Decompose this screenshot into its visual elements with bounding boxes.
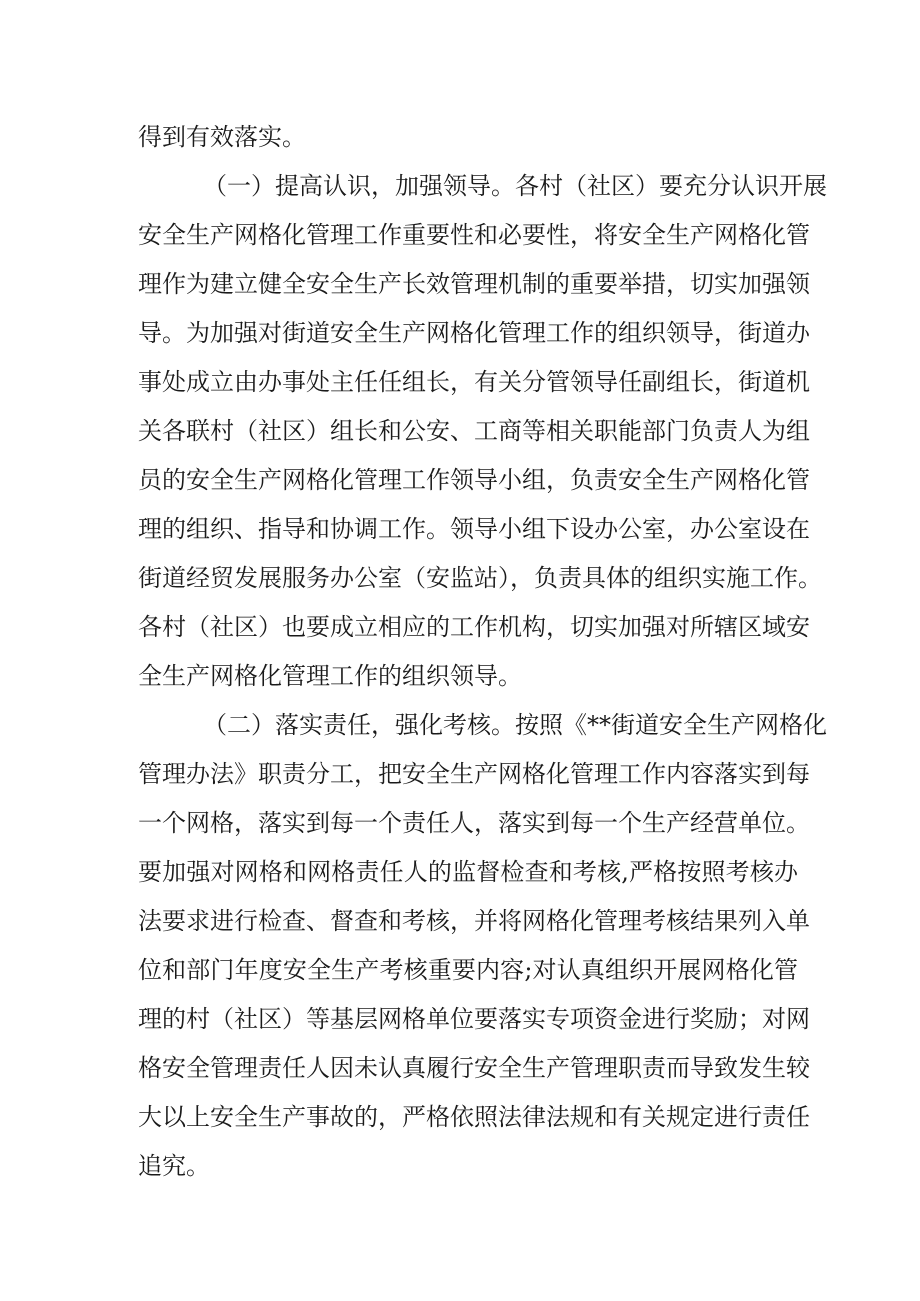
text-line: 追究。 [138, 1152, 210, 1180]
text-line: 理的组织、指导和协调工作。领导小组下设办公室，办公室设在 [138, 515, 810, 543]
text-line: 一个网格，落实到每一个责任人，落实到每一个生产经营单位。 [138, 809, 810, 837]
text-line: 事处成立由办事处主任任组长，有关分管领导任副组长，街道机 [138, 368, 810, 396]
text-line: 关各联村（社区）组长和公安、工商等相关职能部门负责人为组 [138, 417, 810, 445]
text-line: 安全生产网格化管理工作重要性和必要性，将安全生产网格化管 [138, 221, 810, 249]
text-line: 全生产网格化管理工作的组织领导。 [138, 662, 522, 690]
text-line: 理的村（社区）等基层网格单位要落实专项资金进行奖励；对网 [138, 1005, 810, 1033]
text-line: 各村（社区）也要成立相应的工作机构，切实加强对所辖区域安 [138, 613, 810, 641]
text-line: 法要求进行检查、督查和考核，并将网格化管理考核结果列入单 [138, 907, 810, 935]
text-line: 管理办法》职责分工，把安全生产网格化管理工作内容落实到每 [138, 760, 810, 788]
text-line: 员的安全生产网格化管理工作领导小组，负责安全生产网格化管 [138, 466, 810, 494]
paragraph-1-first-line: （一）提高认识，加强领导。各村（社区）要充分认识开展 [203, 172, 827, 200]
text-line: 要加强对网格和网格责任人的监督检查和考核,严格按照考核办 [138, 858, 798, 886]
text-line: 得到有效落实。 [138, 123, 306, 151]
text-line: 大以上安全生产事故的，严格依照法律法规和有关规定进行责任 [138, 1103, 810, 1131]
paragraph-2-first-line: （二）落实责任，强化考核。按照《**街道安全生产网格化 [203, 711, 827, 739]
text-line: 街道经贸发展服务办公室（安监站），负责具体的组织实施工作。 [138, 564, 822, 592]
text-line: 位和部门年度安全生产考核重要内容;对认真组织开展网格化管 [138, 956, 798, 984]
text-line: 格安全管理责任人因未认真履行安全生产管理职责而导致发生较 [138, 1054, 810, 1082]
text-line: 导。为加强对街道安全生产网格化管理工作的组织领导，街道办 [138, 319, 810, 347]
text-line: 理作为建立健全安全生产长效管理机制的重要举措，切实加强领 [138, 270, 810, 298]
